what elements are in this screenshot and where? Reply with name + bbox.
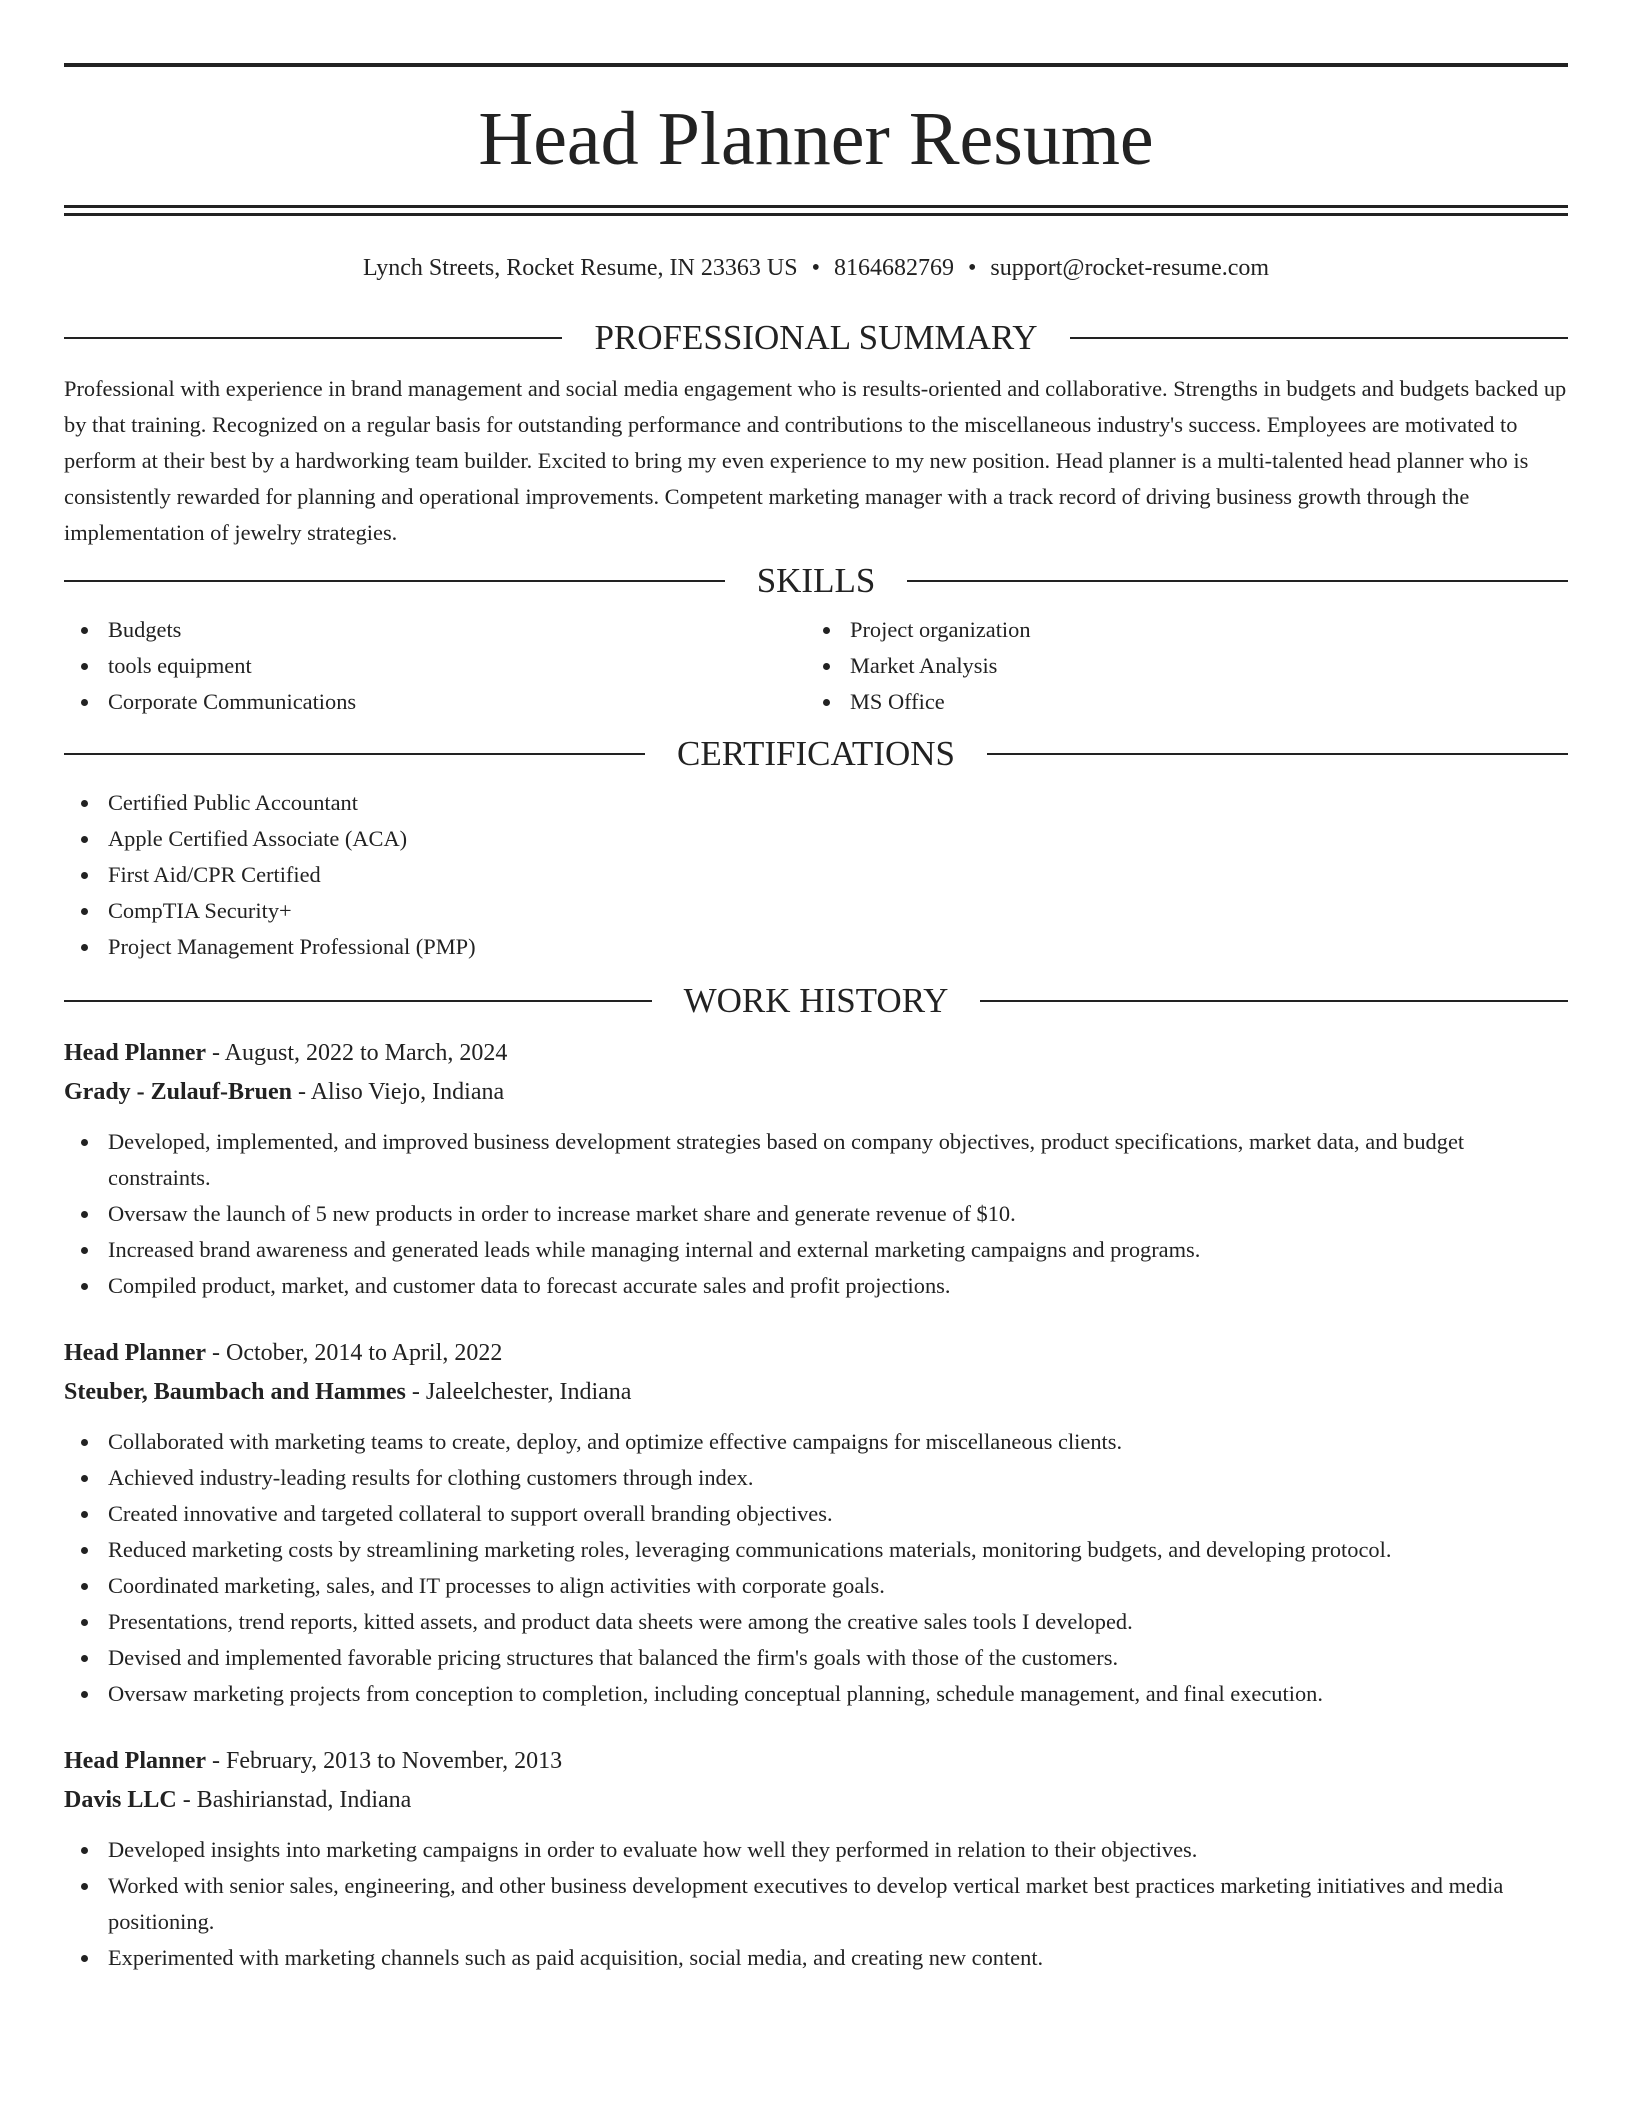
job-bullet: Achieved industry-leading results for clothing customers through index. [64, 1460, 1568, 1496]
job-bullets [64, 1124, 1568, 1304]
job-company: Davis LLC [64, 1787, 177, 1813]
contact-separator: • [811, 255, 820, 281]
job-bullet: Created innovative and targeted collateral to support overall branding objectives. [64, 1496, 1568, 1532]
job-bullet: Collaborated with marketing teams to create, deploy, and optimize effective campaigns for miscellaneous clients. [64, 1424, 1568, 1460]
job-bullet: Oversaw marketing projects from conception to completion, including conceptual planning, schedule management, and final execution. [64, 1676, 1568, 1712]
job-bullet: Experimented with marketing channels such as paid acquisition, social media, and creating new content. [64, 1940, 1568, 1976]
certifications-heading-label: CERTIFICATIONS [677, 734, 955, 773]
heading-rule-right [980, 1000, 1568, 1002]
work-section-heading [64, 981, 1568, 1021]
job-location: - Jaleelchester, Indiana [405, 1379, 632, 1405]
job-company-line [64, 1373, 1568, 1412]
job-company: Grady - Zulauf-Bruen [64, 1079, 293, 1105]
job-location: - Aliso Viejo, Indiana [292, 1079, 505, 1105]
skill-item: Project organization [806, 612, 1568, 648]
contact-address: Lynch Streets, Rocket Resume, IN 23363 US [362, 255, 798, 281]
certifications-list [64, 785, 1568, 965]
job-title: Head Planner [64, 1040, 206, 1066]
contact-phone: 8164682769 [833, 255, 954, 281]
job-bullet: Presentations, trend reports, kitted assets, and product data sheets were among the creative sales tools I developed. [64, 1604, 1568, 1640]
job-title-line [64, 1334, 1568, 1373]
job-title: Head Planner [64, 1340, 206, 1366]
certification-item: Apple Certified Associate (ACA) [64, 821, 1568, 857]
job-bullet: Compiled product, market, and customer data to forecast accurate sales and profit projections. [64, 1268, 1568, 1304]
certification-item: Project Management Professional (PMP) [64, 929, 1568, 965]
heading-rule-right [1070, 337, 1568, 339]
resume-page [64, 0, 1568, 1976]
certifications-section-heading [64, 734, 1568, 774]
job-location: - Bashirianstad, Indiana [176, 1787, 412, 1813]
job-company-line [64, 1073, 1568, 1112]
contact-line [64, 253, 1568, 283]
heading-rule-right [907, 580, 1568, 582]
job-title: Head Planner [64, 1748, 206, 1774]
skills-section-heading [64, 561, 1568, 601]
heading-rule-left [64, 337, 562, 339]
job-bullets [64, 1424, 1568, 1712]
skills-heading-label: SKILLS [756, 561, 876, 600]
job-company: Steuber, Baumbach and Hammes [64, 1379, 406, 1405]
title-double-rule [64, 205, 1568, 216]
job-bullet: Coordinated marketing, sales, and IT processes to align activities with corporate goals. [64, 1568, 1568, 1604]
job-title-line [64, 1034, 1568, 1073]
summary-text: Professional with experience in brand management and social media engagement who is results-oriented and collaborative. Strengths in budgets and budgets backed up by that training. Recognized on a regular basis for outstanding performance and contributions to the miscellaneous industry's success. Employees are motivated to perform at their best by a hardworking team builder. Excited to bring my even experience to my new position. Head planner is a multi-talented head planner who is consistently rewarded for planning and operational improvements. Competent marketing manager with a track record of driving business growth through the implementation of jewelry strategies. [64, 376, 1567, 545]
job-bullet: Oversaw the launch of 5 new products in order to increase market share and generate revenue of $10. [64, 1196, 1568, 1232]
job-title-line [64, 1742, 1568, 1781]
summary-heading-label: PROFESSIONAL SUMMARY [594, 318, 1038, 357]
contact-email: support@rocket-resume.com [990, 255, 1270, 281]
skills-column-right [806, 612, 1568, 720]
heading-rule-left [64, 580, 725, 582]
skill-item: tools equipment [64, 648, 806, 684]
work-heading-label: WORK HISTORY [683, 981, 949, 1020]
job-bullets [64, 1832, 1568, 1976]
job-bullet: Increased brand awareness and generated leads while managing internal and external marketing campaigns and programs. [64, 1232, 1568, 1268]
page-title: Head Planner Resume [478, 97, 1154, 181]
job-bullet: Developed insights into marketing campaigns in order to evaluate how well they performed in relation to their objectives. [64, 1832, 1568, 1868]
skill-item: Budgets [64, 612, 806, 648]
job-bullet: Worked with senior sales, engineering, and other business development executives to develop vertical market best practices marketing initiatives and media positioning. [64, 1868, 1568, 1940]
heading-rule-right [987, 753, 1568, 755]
skill-item: Market Analysis [806, 648, 1568, 684]
certification-item: Certified Public Accountant [64, 785, 1568, 821]
job-dates: - October, 2014 to April, 2022 [206, 1340, 503, 1366]
job-company-line [64, 1781, 1568, 1820]
job-entry [64, 1034, 1568, 1304]
job-bullet: Developed, implemented, and improved business development strategies based on company objectives, product specifications, market data, and budget constraints. [64, 1124, 1568, 1196]
skill-item: Corporate Communications [64, 684, 806, 720]
job-entry [64, 1334, 1568, 1712]
heading-rule-left [64, 1000, 652, 1002]
job-bullet: Devised and implemented favorable pricing structures that balanced the firm's goals with those of the customers. [64, 1640, 1568, 1676]
job-dates: - August, 2022 to March, 2024 [206, 1040, 508, 1066]
skill-item: MS Office [806, 684, 1568, 720]
certification-item: First Aid/CPR Certified [64, 857, 1568, 893]
certification-item: CompTIA Security+ [64, 893, 1568, 929]
summary-section-heading [64, 318, 1568, 358]
job-entry [64, 1742, 1568, 1976]
contact-separator: • [967, 255, 977, 281]
job-dates: - February, 2013 to November, 2013 [206, 1748, 563, 1774]
skills-list [64, 612, 1568, 720]
job-bullet: Reduced marketing costs by streamlining marketing roles, leveraging communications materials, monitoring budgets, and developing protocol. [64, 1532, 1568, 1568]
heading-rule-left [64, 753, 645, 755]
skills-column-left [64, 612, 806, 720]
